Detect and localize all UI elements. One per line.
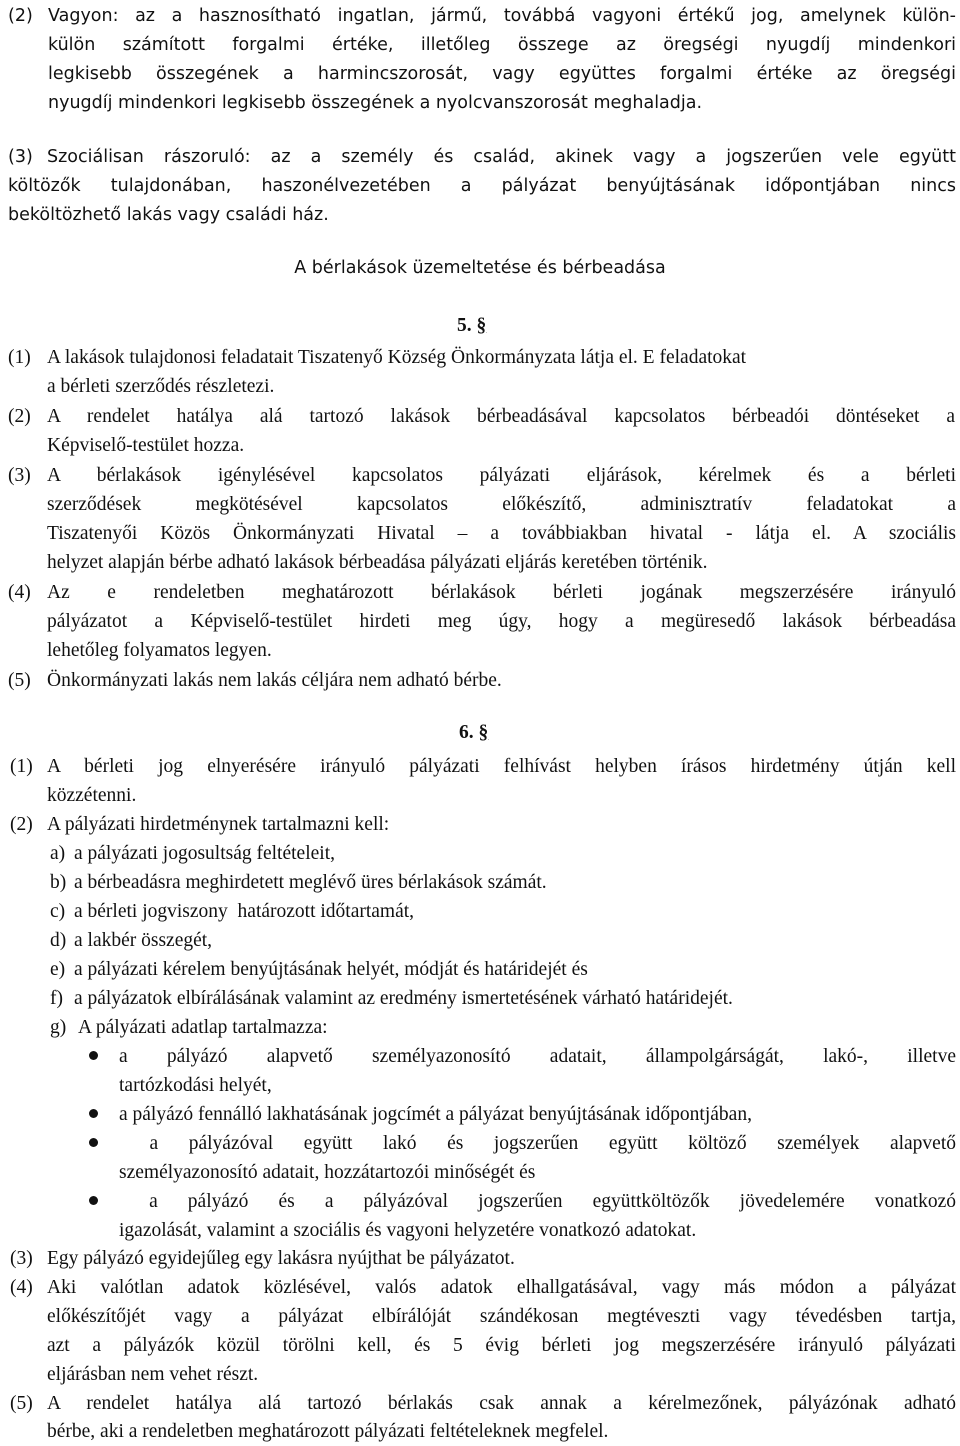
paragraph-number: (3): [8, 147, 33, 167]
section-sign: §: [476, 315, 487, 336]
text-line: a bérleti szerződés részletezi.: [47, 376, 275, 397]
text-line: helyzet alapján bérbe adható lakások bérbeadása pályázati eljárás keretében történik.: [47, 552, 708, 573]
list-marker: d): [50, 930, 67, 951]
text-line: Egy pályázó egyidejűleg egy lakásra nyújthat be pályázatot.: [47, 1248, 515, 1269]
text-line: Tiszatenyői Közös Önkormányzati Hivatal – a továbbiakban hivatal - látja el. A szociális: [47, 523, 956, 544]
bullet-icon: [89, 1051, 98, 1060]
section-number: 6.: [459, 722, 474, 743]
paragraph-number: (2): [8, 6, 33, 26]
paragraph-number: (2): [8, 406, 31, 427]
bullet-icon: [89, 1138, 98, 1147]
bullet-icon: [89, 1196, 98, 1205]
text-line: A lakások tulajdonosi feladatait Tiszatenyő Község Önkormányzata látja el. E feladatokat: [47, 347, 747, 368]
list-marker: f): [50, 988, 63, 1009]
text-line: tartózkodási helyét,: [119, 1075, 272, 1096]
text-line: A bérlakások igénylésével kapcsolatos pályázati eljárások, kérelmek és a bérleti: [47, 465, 956, 486]
text-line: előkészítőjét vagy a pályázat elbírálóját szándékosan megtéveszti vagy tévedésben tartja,: [47, 1306, 956, 1327]
paragraph-number: (1): [10, 756, 33, 777]
section-number: 5.: [457, 315, 472, 336]
paragraph-number: (4): [10, 1277, 33, 1298]
section-heading: A bérlakások üzemeltetése és bérbeadása: [294, 258, 666, 278]
list-marker: g): [50, 1017, 67, 1038]
text-line: a pályázó és a pályázóval jogszerűen együttköltözők jövedelemére vonatkozó: [119, 1191, 956, 1212]
text-line: nyugdíj mindenkori legkisebb összegének a nyolcvanszorosát meghaladja.: [48, 93, 703, 113]
text-line: szerződések megkötésével kapcsolatos előkészítő, adminisztratív feladatokat a: [47, 494, 956, 515]
text-line: közzétenni.: [47, 785, 137, 806]
text-line: pályázatot a Képviselő-testület hirdeti meg úgy, hogy a megüresedő lakások bérbeadása: [47, 611, 956, 632]
text-line: igazolását, valamint a szociális és vagyoni helyzetére vonatkozó adatokat.: [119, 1220, 697, 1241]
paragraph-number: (4): [8, 582, 31, 603]
text-line: Vagyon: az a hasznosítható ingatlan, jármű, továbbá vagyoni értékű jog, amelynek külön-: [48, 6, 956, 26]
list-marker: b): [50, 872, 67, 893]
text-line: Az e rendeletben meghatározott bérlakások bérleti jogának megszerzésére irányuló: [47, 582, 956, 603]
text-line: költözők tulajdonában, haszonélvezetében a pályázat benyújtásának időpontjában nincs: [8, 176, 956, 196]
text-line: Képviselő-testület hozza.: [47, 435, 245, 456]
text-line: legkisebb összegének a harmincszorosát, vagy együttes forgalmi értéke az öregségi: [48, 64, 956, 84]
list-item-text: A pályázati adatlap tartalmazza:: [78, 1017, 328, 1038]
list-item-text: a pályázatok elbírálásának valamint az eredmény ismertetésének várható határidejét.: [74, 988, 733, 1009]
paragraph-number: (5): [10, 1393, 33, 1414]
section-sign: §: [478, 722, 489, 743]
list-item-text: a pályázati kérelem benyújtásának helyét, módját és határidejét és: [74, 959, 588, 980]
paragraph-number: (1): [8, 347, 31, 368]
list-item-text: a lakbér összegét,: [74, 930, 213, 951]
list-marker: c): [50, 901, 66, 922]
paragraph-number: (3): [10, 1248, 33, 1269]
text-line: bérbe, aki a rendeletben meghatározott pályázati feltételeknek megfelel.: [47, 1421, 609, 1442]
list-marker: e): [50, 959, 66, 980]
text-line: eljárásban nem vehet részt.: [47, 1364, 259, 1385]
paragraph-number: (2): [10, 814, 33, 835]
section-5-title: [457, 311, 486, 340]
text-line: a pályázó fennálló lakhatásának jogcímét a pályázat benyújtásának időpontjában,: [119, 1104, 752, 1125]
text-line: A pályázati hirdetménynek tartalmazni kell:: [47, 814, 390, 835]
text-line: Szociálisan rászoruló: az a személy és család, akinek vagy a jogszerűen vele együtt: [47, 147, 956, 167]
list-item-text: a bérleti jogviszony határozott időtartamát,: [74, 901, 415, 922]
text-line: személyazonosító adatait, hozzátartozói minőségét és: [119, 1162, 536, 1183]
text-line: A rendelet hatálya alá tartozó bérlakás csak annak a kérelmezőnek, pályázónak adható: [47, 1393, 956, 1414]
text-line: beköltözhető lakás vagy családi ház.: [8, 205, 329, 225]
bullet-icon: [89, 1109, 98, 1118]
paragraph-number: (3): [8, 465, 31, 486]
text-line: A bérleti jog elnyerésére irányuló pályázati felhívást helyben írásos hirdetmény útján kell: [47, 756, 956, 777]
text-line: a pályázóval együtt lakó és jogszerűen együtt költöző személyek alapvető: [119, 1133, 956, 1154]
list-marker: a): [50, 843, 66, 864]
text-line: A rendelet hatálya alá tartozó lakások bérbeadásával kapcsolatos bérbeadói döntéseket a: [47, 406, 955, 427]
list-item-text: a pályázati jogosultság feltételeit,: [74, 843, 335, 864]
section-6-title: [459, 718, 488, 747]
list-item-text: a bérbeadásra meghirdetett meglévő üres bérlakások számát.: [74, 872, 547, 893]
text-line: Aki valótlan adatok közlésével, valós adatok elhallgatásával, vagy más módon a pályázat: [47, 1277, 956, 1298]
text-line: külön számított forgalmi értéke, illetőleg összege az öregségi nyugdíj mindenkori: [48, 35, 956, 55]
text-line: Önkormányzati lakás nem lakás céljára nem adható bérbe.: [47, 670, 502, 691]
text-line: azt a pályázók közül törölni kell, és 5 évig bérleti jog megszerzésére irányuló pályázati: [47, 1335, 956, 1356]
text-line: lehetőleg folyamatos legyen.: [47, 640, 272, 661]
paragraph-number: (5): [8, 670, 31, 691]
text-line: a pályázó alapvető személyazonosító adatait, állampolgárságát, lakó-, illetve: [119, 1046, 956, 1067]
